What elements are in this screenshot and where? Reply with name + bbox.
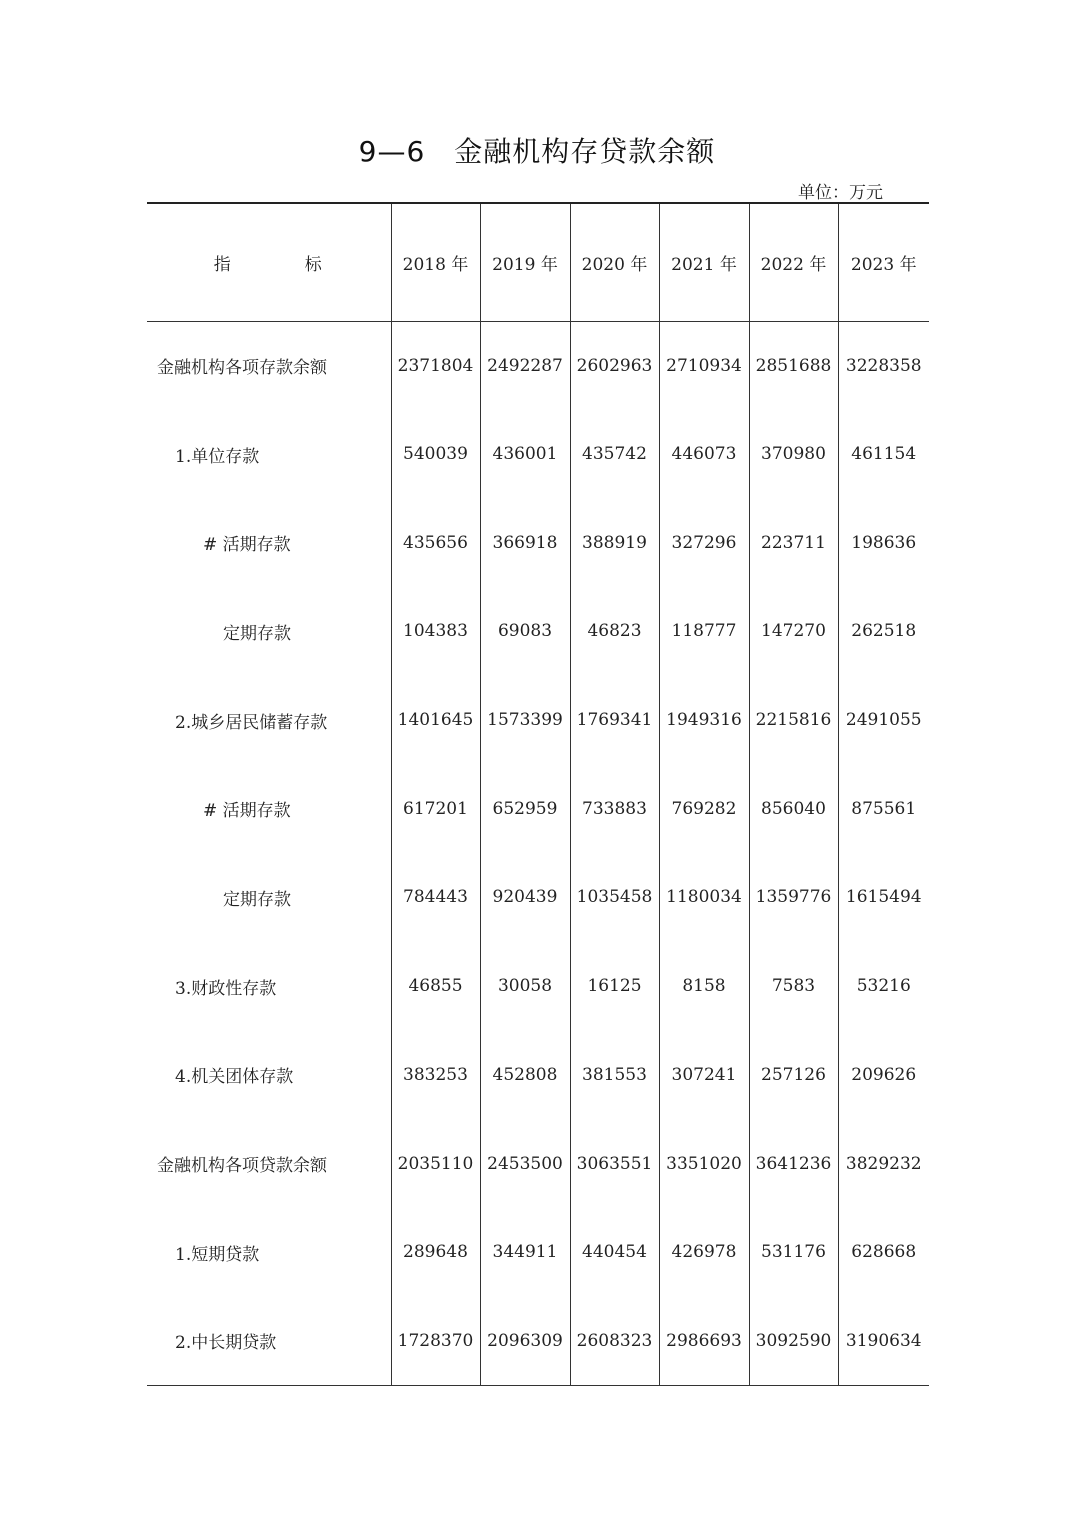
table-cell: 16125 [570,942,659,1031]
table-cell: 223711 [749,498,838,587]
row-label: 2.中长期贷款 [147,1297,391,1386]
table-cell: 2602963 [570,321,659,410]
year-header: 2020 年 [570,203,659,321]
table-cell: 435742 [570,410,659,499]
table-cell: 2371804 [391,321,480,410]
table-row [147,853,929,942]
table-cell: 388919 [570,498,659,587]
year-header: 2023 年 [838,203,929,321]
table-row [147,587,929,676]
table-cell: 920439 [480,853,570,942]
table-cell: 3641236 [749,1119,838,1208]
table-cell: 383253 [391,1031,480,1120]
table-cell: 2215816 [749,676,838,765]
year-header: 2019 年 [480,203,570,321]
row-label: 金融机构各项贷款余额 [157,1156,327,1177]
table-cell: 769282 [659,764,749,853]
table-cell: 46823 [570,587,659,676]
table-cell: 46855 [391,942,480,1031]
table-cell: 617201 [391,764,480,853]
row-label: 2.城乡居民储蓄存款 [175,712,328,733]
row-label: 金融机构各项存款余额 [157,358,327,379]
table-cell: 147270 [749,587,838,676]
table-cell: 652959 [480,764,570,853]
indicator-header [147,203,391,321]
year-header: 2022 年 [749,203,838,321]
indicator-header-char-1: 指 [213,254,233,275]
row-label: 1.单位存款 [175,446,260,467]
table-row [147,764,929,853]
indicator-header-char-2: 标 [304,254,324,275]
table-cell: 2492287 [480,321,570,410]
table-row [147,676,929,765]
table-cell: 2851688 [749,321,838,410]
table-cell: 2096309 [480,1297,570,1386]
row-label: # 活期存款 [203,535,291,556]
table-cell: 461154 [838,410,929,499]
table-cell: 257126 [749,1031,838,1120]
table-cell: 628668 [838,1208,929,1297]
row-label: 1.短期贷款 [175,1244,260,1265]
table-cell: 344911 [480,1208,570,1297]
table-cell: 1573399 [480,676,570,765]
table-cell: 1035458 [570,853,659,942]
table-cell: 3351020 [659,1119,749,1208]
table-cell: 531176 [749,1208,838,1297]
table-cell: 370980 [749,410,838,499]
table-row [147,498,929,587]
table-cell: 784443 [391,853,480,942]
table-cell: 1401645 [391,676,480,765]
table-cell: 426978 [659,1208,749,1297]
table-cell: 3829232 [838,1119,929,1208]
table-row [147,1031,929,1120]
year-header: 2021 年 [659,203,749,321]
table-cell: 440454 [570,1208,659,1297]
table-row [147,1297,929,1386]
table-cell: 1769341 [570,676,659,765]
table-cell: 2986693 [659,1297,749,1386]
deposit-loan-table [147,202,929,1386]
table-cell: 381553 [570,1031,659,1120]
table-cell: 8158 [659,942,749,1031]
row-label: 4.机关团体存款 [175,1067,294,1088]
row-label: 定期存款 [223,623,291,644]
table-cell: 327296 [659,498,749,587]
table-cell: 1180034 [659,853,749,942]
table-cell: 452808 [480,1031,570,1120]
table-cell: 856040 [749,764,838,853]
table-cell: 435656 [391,498,480,587]
table-cell: 3092590 [749,1297,838,1386]
table-cell: 875561 [838,764,929,853]
row-label: # 活期存款 [203,801,291,822]
table-cell: 2035110 [391,1119,480,1208]
table-row [147,1208,929,1297]
table-cell: 1949316 [659,676,749,765]
table-cell: 1728370 [391,1297,480,1386]
table-cell: 262518 [838,587,929,676]
table-cell: 198636 [838,498,929,587]
table-cell: 1359776 [749,853,838,942]
table-cell: 1615494 [838,853,929,942]
table-cell: 436001 [480,410,570,499]
row-label: 3.财政性存款 [175,978,277,999]
table-cell: 7583 [749,942,838,1031]
table-cell: 118777 [659,587,749,676]
table-cell: 209626 [838,1031,929,1120]
table-cell: 30058 [480,942,570,1031]
unit-label: 单位：万元 [798,183,883,203]
table-cell: 104383 [391,587,480,676]
table-cell: 540039 [391,410,480,499]
table-row [147,1119,929,1208]
table-cell: 289648 [391,1208,480,1297]
table-row [147,321,929,410]
row-label: 定期存款 [223,889,291,910]
table-cell: 3063551 [570,1119,659,1208]
table-cell: 733883 [570,764,659,853]
year-header: 2018 年 [391,203,480,321]
table-cell: 2710934 [659,321,749,410]
table-cell: 307241 [659,1031,749,1120]
table-cell: 2608323 [570,1297,659,1386]
table-row [147,410,929,499]
table-cell: 3190634 [838,1297,929,1386]
table-cell: 2453500 [480,1119,570,1208]
table-cell: 69083 [480,587,570,676]
table-cell: 446073 [659,410,749,499]
table-cell: 53216 [838,942,929,1031]
page-title: 9—6 金融机构存贷款余额 [358,135,716,168]
table-cell: 3228358 [838,321,929,410]
table-cell: 366918 [480,498,570,587]
table-cell: 2491055 [838,676,929,765]
table-row [147,942,929,1031]
table-header-row [147,203,929,321]
